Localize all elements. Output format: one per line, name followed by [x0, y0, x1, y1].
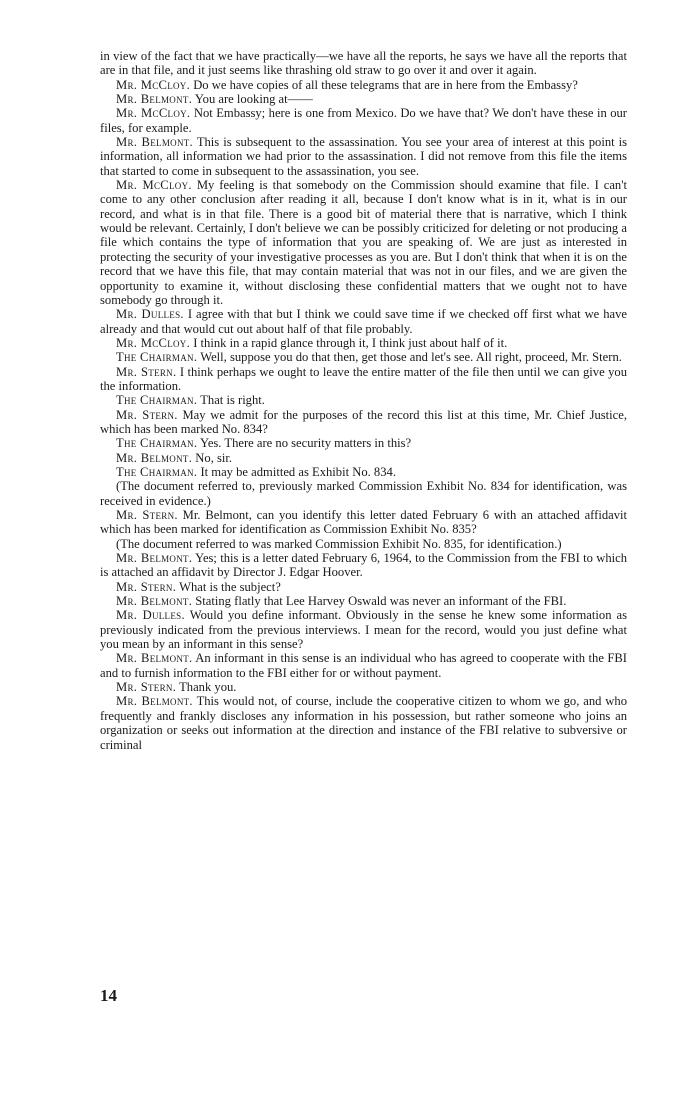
speaker-name: Mr. Belmont. [116, 694, 193, 709]
speaker-name: Mr. Stern. [116, 579, 177, 594]
paragraph-text: An informant in this sense is an individual who has agreed to cooperate with the FBI and to furnish information to the FBI either for or without payment. [100, 651, 628, 680]
transcript-paragraph [100, 365, 627, 394]
page-number: 14 [100, 986, 117, 1005]
paragraph-text: No, sir. [195, 450, 233, 465]
transcript-paragraph [100, 694, 627, 751]
transcript-body [100, 49, 627, 752]
speaker-name: Mr. Stern. [116, 508, 178, 522]
speaker-name: The Chairman. [116, 464, 198, 479]
speaker-name: Mr. Belmont. [116, 594, 193, 609]
transcript-paragraph [100, 608, 627, 651]
paragraph-text: Thank you. [179, 680, 237, 695]
paragraph-text: This is subsequent to the assassination. You see your area of interest at this point is information, all information we had prior to the assassination. I did not remove from this file the items that started to come in subsequent to the assassination, you see. [100, 135, 628, 178]
transcript-paragraph [100, 92, 627, 106]
transcript-paragraph [100, 436, 627, 450]
paragraph-text: in view of the fact that we have practically—we have all the reports, he says we have all the reports that are in that file, and it just seems like thrashing old straw to go over it and over it again. [100, 49, 627, 78]
speaker-name: The Chairman. [116, 393, 198, 408]
paragraph-text: (The document referred to, previously marked Commission Exhibit No. 834 for identification, was received in evidence.) [100, 479, 627, 508]
transcript-paragraph [100, 350, 627, 364]
speaker-name: Mr. Stern. [116, 407, 178, 422]
paragraph-text: Well, suppose you do that then, get those and let's see. All right, proceed, Mr. Stern. [200, 350, 622, 365]
paragraph-text: (The document referred to was marked Commission Exhibit No. 835, for identification.) [116, 536, 562, 551]
paragraph-text: May we admit for the purposes of the record this list at this time, Mr. Chief Justice, which has been marked No. 834? [100, 407, 627, 436]
speaker-name: Mr. Dulles. [116, 307, 184, 322]
transcript-paragraph [100, 594, 627, 608]
paragraph-text: I think in a rapid glance through it, I think just about half of it. [193, 335, 508, 350]
speaker-name: Mr. McCloy. [116, 335, 191, 350]
paragraph-text: I agree with that but I think we could save time if we checked off first what we have already and that would cut out about half of that file probably. [100, 307, 628, 336]
transcript-paragraph [100, 178, 627, 307]
paragraph-text: What is the subject? [179, 579, 281, 594]
paragraph-text: Stating flatly that Lee Harvey Oswald was never an informant of the FBI. [195, 594, 567, 609]
paragraph-text: It may be admitted as Exhibit No. 834. [200, 464, 396, 479]
speaker-name: The Chairman. [116, 350, 198, 365]
speaker-name: Mr. Dulles. [116, 608, 185, 623]
bracketed-note [100, 537, 627, 551]
paragraph-text: Yes; this is a letter dated February 6, 1964, to the Commission from the FBI to which is attached an affidavit by Director J. Edgar Hoover. [100, 551, 628, 580]
transcript-paragraph [100, 551, 627, 580]
speaker-name: Mr. Belmont. [116, 651, 193, 666]
transcript-paragraph [100, 451, 627, 465]
transcript-paragraph [100, 78, 627, 92]
paragraph-text: Do we have copies of all these telegrams that are in here from the Embassy? [193, 77, 578, 92]
speaker-name: Mr. McCloy. [116, 106, 191, 121]
paragraph-text: I think perhaps we ought to leave the entire matter of the file then until we can give you the information. [100, 364, 627, 393]
paragraph-text: Not Embassy; here is one from Mexico. Do we have that? We don't have these in our files, for example. [100, 106, 628, 135]
paragraph-text: Yes. There are no security matters in this? [199, 436, 412, 451]
transcript-paragraph [100, 393, 627, 407]
speaker-name: Mr. Stern. [116, 364, 177, 379]
transcript-paragraph [100, 651, 627, 680]
paragraph-text: My feeling is that somebody on the Commission should examine that file. I can't come to any other conclusion after reading it all, because I don't know what is in it, what is in our record, and what is in that file. There is a good bit of material there that is narrative, which I think would be relevant. Certainly, I don't believe we can be possibly criticized for deleting or not producing a file which contains the type of information that you are speaking of. We are just as interested in protecting the security of your investigative processes as you are. But I don't think that when it is on the record that we have this file, that may contain material that was not in our files, and we are given the opportunity to examine it, without disclosing these confidential matters that we ought not to have somebody go through it. [100, 178, 627, 307]
speaker-name: Mr. Belmont. [116, 135, 194, 150]
transcript-paragraph [100, 408, 627, 437]
transcript-paragraph [100, 307, 627, 336]
continued-paragraph [100, 49, 627, 78]
transcript-paragraph [100, 135, 627, 178]
paragraph-text: This would not, of course, include the cooperative citizen to whom we go, and who frequently and frankly discloses any information in his possession, but rather someone who joins an organization or seeks out information at the direction and instance of the FBI relative to subversive or criminal [100, 694, 628, 752]
transcript-paragraph [100, 465, 627, 479]
transcript-paragraph [100, 336, 627, 350]
transcript-paragraph [100, 680, 627, 694]
speaker-name: Mr. Belmont. [116, 551, 193, 566]
speaker-name: Mr. McCloy. [116, 77, 191, 92]
speaker-name: Mr. McCloy. [116, 178, 192, 193]
speaker-name: The Chairman. [116, 436, 198, 451]
speaker-name: Mr. Belmont. [116, 450, 193, 465]
speaker-name: Mr. Belmont. [116, 92, 193, 107]
paragraph-text: You are looking at—— [194, 92, 313, 107]
speaker-name: Mr. Stern. [116, 680, 177, 695]
paragraph-text: Mr. Belmont, can you identify this letter dated February 6 with an attached affidavit which has been marked for identification as Commission Exhibit No. 835? [100, 508, 627, 537]
bracketed-note [100, 479, 627, 508]
paragraph-text: That is right. [200, 393, 265, 408]
transcript-paragraph [100, 106, 627, 135]
transcript-paragraph [100, 580, 627, 594]
paragraph-text: Would you define informant. Obviously in the sense he knew some information as previously indicated from the previous interviews. I mean for the record, would you just define what you mean by an informant in this sense? [100, 608, 628, 652]
transcript-paragraph [100, 508, 627, 537]
